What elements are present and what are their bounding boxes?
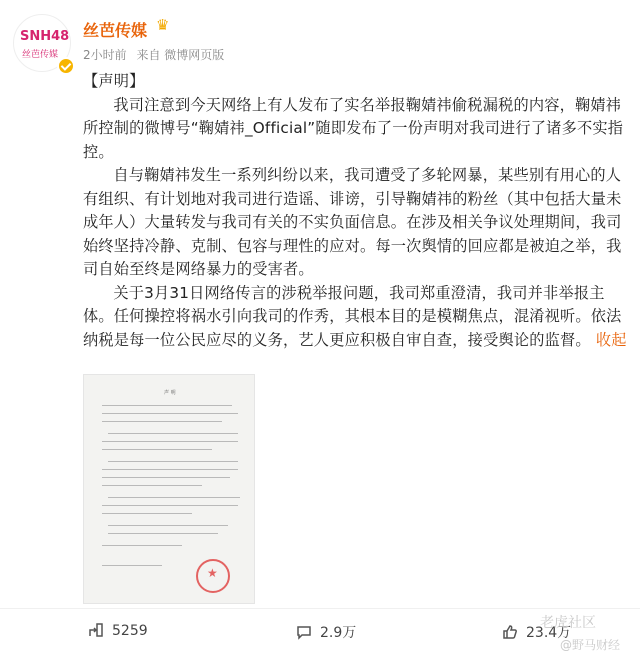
document-line bbox=[102, 505, 238, 506]
document-line bbox=[102, 469, 238, 470]
watermark-community: 老虎社区 bbox=[540, 615, 596, 631]
post-header bbox=[0, 0, 640, 80]
post-source: 来自 微博网页版 bbox=[136, 48, 225, 62]
seal-stamp-icon bbox=[196, 559, 230, 593]
document-line bbox=[102, 449, 212, 450]
post-paragraph-3 bbox=[83, 282, 635, 353]
post-meta bbox=[83, 46, 230, 63]
avatar-logo-text: SNH48 bbox=[20, 29, 70, 44]
document-line bbox=[108, 433, 238, 434]
document-line bbox=[108, 533, 218, 534]
document-line bbox=[102, 485, 202, 486]
document-title: 声 明 bbox=[164, 390, 176, 396]
collapse-link[interactable]: 收起 bbox=[595, 330, 627, 349]
verified-badge-icon bbox=[57, 57, 75, 75]
document-line bbox=[102, 513, 192, 514]
post-paragraph-1: 我司注意到今天网络上有人发布了实名举报鞠婧祎偷税漏税的内容，鞠婧祎所控制的微博号“鞠婧祎_Official”随即发布了一份声明对我司进行了诸多不实指控。 bbox=[83, 95, 624, 161]
post-paragraph-3-text: 关于3月31日网络传言的涉税举报问题，我司郑重澄清，我司并非举报主体。任何操控将祸水引向我司的作秀，其根本目的是模糊焦点，混淆视听。依法纳税是每一位公民应尽的义务，艺人更应积极自审自查，接受舆论的监督。 bbox=[83, 283, 622, 349]
post-paragraph-2: 自与鞠婧祎发生一系列纠纷以来，我司遭受了多轮网暴，某些别有用心的人有组织、有计划地对我司进行造谣、诽谤，引导鞠婧祎的粉丝（其中包括大量未成年人）大量转发与我司有关的不实负面信息。在涉及相关争议处理期间，我司始终坚持冷静、克制、包容与理性的应对。每一次舆情的回应都是被迫之举，我司自始至终是网络暴力的受害者。 bbox=[83, 166, 622, 278]
attached-document-image[interactable] bbox=[83, 374, 255, 604]
document-line bbox=[108, 497, 240, 498]
document-line bbox=[102, 421, 222, 422]
thumbs-up-icon bbox=[502, 624, 518, 640]
comment-icon bbox=[296, 624, 312, 640]
like-count: 23.4万 bbox=[526, 625, 572, 641]
document-line bbox=[102, 477, 230, 478]
document-line bbox=[108, 461, 238, 462]
avatar-logo-sub: 丝芭传媒 bbox=[22, 50, 59, 60]
post-time[interactable]: 2小时前 bbox=[83, 48, 127, 62]
document-line bbox=[102, 413, 238, 414]
account-name[interactable]: 丝芭传媒 bbox=[83, 21, 148, 40]
document-line bbox=[108, 525, 228, 526]
document-line bbox=[102, 565, 162, 566]
comment-button[interactable] bbox=[296, 622, 356, 642]
repost-button[interactable] bbox=[88, 622, 148, 639]
watermark-handle: @野马财经 bbox=[560, 638, 621, 652]
repost-count: 5259 bbox=[112, 623, 148, 639]
post-body bbox=[83, 70, 635, 352]
document-line bbox=[102, 405, 232, 406]
document-line bbox=[102, 441, 238, 442]
document-line bbox=[102, 545, 182, 546]
comment-count: 2.9万 bbox=[320, 625, 357, 641]
crown-icon: ♛ bbox=[156, 16, 170, 34]
repost-icon bbox=[88, 622, 104, 638]
post-title: 【声明】 bbox=[83, 72, 145, 90]
